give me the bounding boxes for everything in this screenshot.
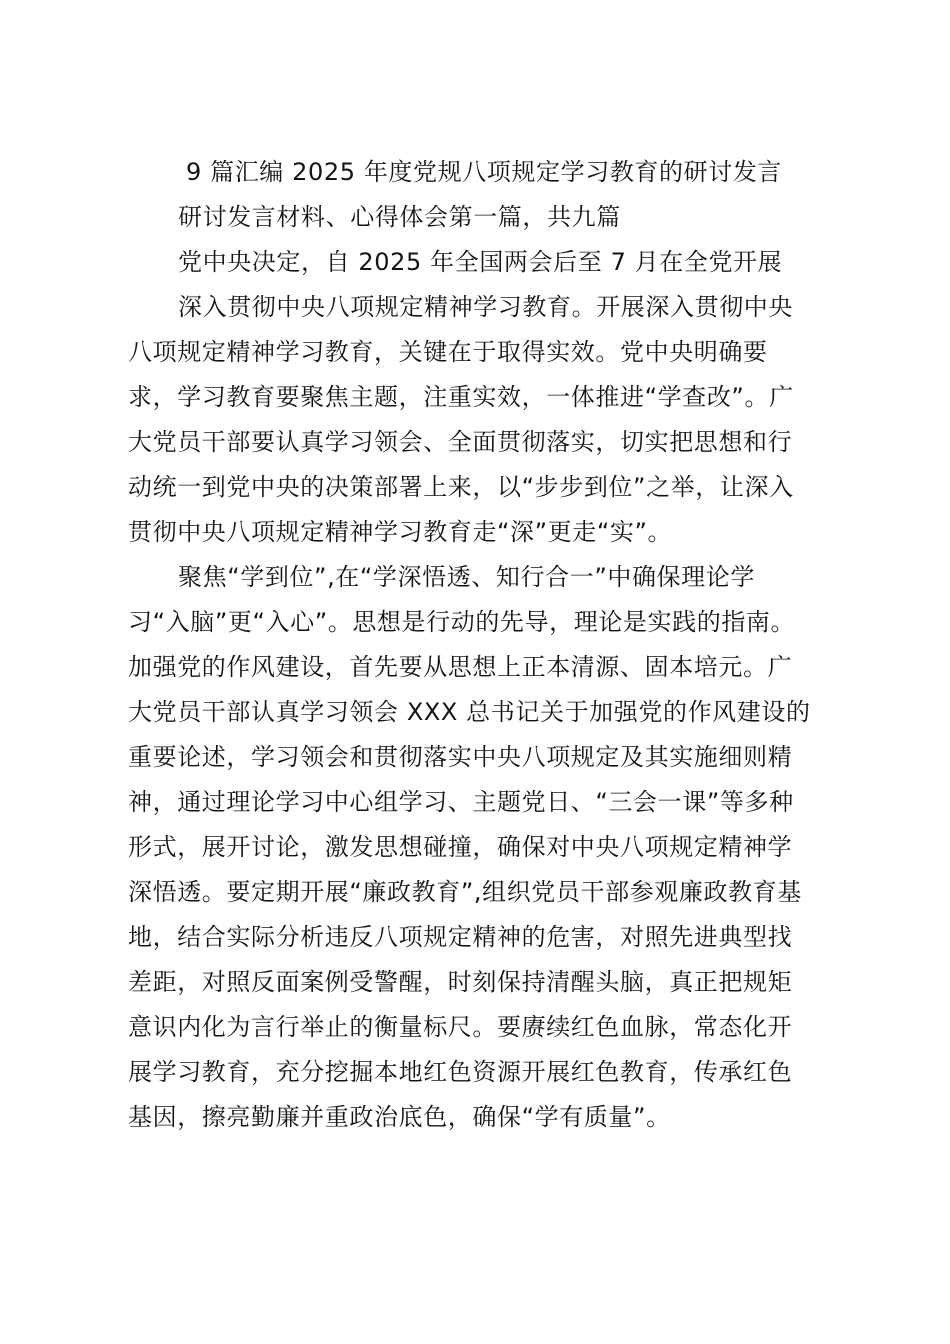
body-line: 动统一到党中央的决策部署上来，以“步步到位”之举，让深入 — [128, 473, 794, 501]
body-line: 展学习教育，充分挖掘本地红色资源开展红色教育，传承红色 — [128, 1058, 793, 1086]
body-line: 大党员干部要认真学习领会、全面贯彻落实，切实把思想和行 — [128, 428, 793, 456]
body-line: 深入贯彻中央八项规定精神学习教育。开展深入贯彻中央 — [178, 293, 793, 321]
body-line: 大党员干部认真学习领会 XXX 总书记关于加强党的作风建设的 — [128, 698, 811, 726]
body-line: 八项规定精神学习教育，关键在于取得实效。党中央明确要 — [128, 338, 768, 366]
body-line: 贯彻中央八项规定精神学习教育走“深”更走“实”。 — [128, 518, 673, 546]
body-line: 差距，对照反面案例受警醒，时刻保持清醒头脑，真正把规矩 — [128, 968, 793, 996]
body-line: 重要论述，学习领会和贯彻落实中央八项规定及其实施细则精 — [128, 743, 793, 771]
body-line: 基因，擦亮勤廉并重政治底色，确保“学有质量”。 — [128, 1103, 671, 1131]
body-line: 神，通过理论学习中心组学习、主题党日、“三会一课”等多种 — [128, 788, 794, 816]
body-line: 深悟透。要定期开展“廉政教育”,组织党员干部参观廉政教育基 — [128, 878, 802, 906]
body-line: 意识内化为言行举止的衡量标尺。要赓续红色血脉，常态化开 — [128, 1013, 793, 1041]
body-line: 地，结合实际分析违反八项规定精神的危害，对照先进典型找 — [128, 923, 793, 951]
body-line: 聚焦“学到位”,在“学深悟透、知行合一”中确保理论学 — [178, 563, 755, 591]
document-title: 9 篇汇编 2025 年度党规八项规定学习教育的研讨发言 — [186, 158, 783, 186]
body-line: 形式，展开讨论，激发思想碰撞，确保对中央八项规定精神学 — [128, 833, 793, 861]
body-line: 求，学习教育要聚焦主题，注重实效，一体推进“学查改”。广 — [128, 383, 794, 411]
body-line: 习“入脑”更“入心”。思想是行动的先导，理论是实践的指南。 — [128, 608, 796, 636]
body-line: 党中央决定，自 2025 年全国两会后至 7 月在全党开展 — [178, 248, 783, 276]
document-subtitle: 研讨发言材料、心得体会第一篇，共九篇 — [178, 203, 621, 231]
body-line: 加强党的作风建设，首先要从思想上正本清源、固本培元。广 — [128, 653, 793, 681]
